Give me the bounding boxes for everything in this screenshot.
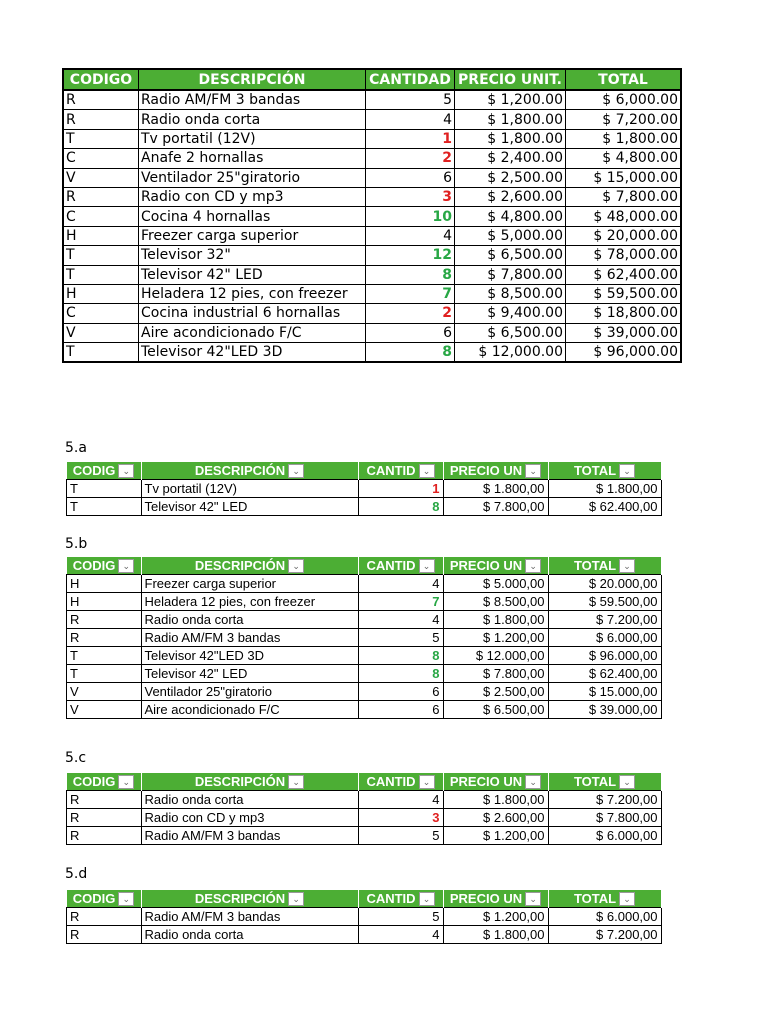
table-row	[63, 226, 681, 245]
cell-precio: $ 2,400.00	[455, 149, 566, 168]
cell-precio: $ 4,800.00	[455, 207, 566, 226]
cell-cantidad: 2	[366, 149, 455, 168]
filter-dropdown-icon[interactable]: ⌄	[619, 892, 635, 906]
filter-header-row	[67, 462, 662, 480]
cell-precio: $ 1.200,00	[443, 908, 548, 926]
cell-total: $ 7.800,00	[548, 809, 661, 827]
cell-descripcion: Freezer carga superior	[139, 226, 366, 245]
cell-total: $ 62.400,00	[548, 665, 661, 683]
header-cantidad	[358, 557, 443, 575]
cell-codigo: T	[63, 246, 139, 265]
cell-descripcion: Freezer carga superior	[141, 575, 358, 593]
cell-codigo: R	[67, 827, 142, 845]
section-label-5b: 5.b	[65, 536, 88, 552]
cell-precio: $ 12.000,00	[443, 647, 548, 665]
cell-descripcion: Aire acondicionado F/C	[139, 323, 366, 342]
cell-codigo: T	[67, 647, 142, 665]
header-descripcion	[141, 462, 358, 480]
table-row	[67, 926, 662, 944]
header-label: DESCRIPCIÓN	[194, 463, 286, 478]
table-row	[63, 129, 681, 148]
cell-codigo: H	[67, 575, 142, 593]
table-row	[63, 90, 681, 110]
header-codigo	[67, 462, 142, 480]
cell-codigo: T	[67, 498, 142, 516]
cell-total: $ 48,000.00	[566, 207, 682, 226]
cell-codigo: T	[63, 129, 139, 148]
header-codigo: CODIGO	[63, 69, 139, 90]
header-descripcion: DESCRIPCIÓN	[139, 69, 366, 90]
cell-cantidad: 6	[366, 168, 455, 187]
cell-descripcion: Cocina 4 hornallas	[139, 207, 366, 226]
filter-dropdown-icon[interactable]: ⌄	[619, 775, 635, 789]
header-label: PRECIO UN	[449, 774, 523, 789]
header-label: PRECIO UN	[449, 891, 523, 906]
filter-dropdown-icon[interactable]: ⌄	[525, 892, 541, 906]
cell-descripcion: Ventilador 25"giratorio	[139, 168, 366, 187]
header-label: TOTAL	[573, 463, 617, 478]
filter-dropdown-icon[interactable]: ⌄	[525, 559, 541, 573]
header-codigo	[67, 773, 142, 791]
cell-codigo: V	[67, 683, 142, 701]
header-label: DESCRIPCIÓN	[194, 558, 286, 573]
filter-dropdown-icon[interactable]: ⌄	[288, 559, 304, 573]
filter-dropdown-icon[interactable]: ⌄	[118, 775, 134, 789]
cell-precio: $ 2.600,00	[443, 809, 548, 827]
cell-total: $ 4,800.00	[566, 149, 682, 168]
main-table	[62, 68, 682, 363]
header-codigo	[67, 890, 142, 908]
filter-dropdown-icon[interactable]: ⌄	[419, 464, 435, 478]
filtered-table-5a	[66, 462, 662, 516]
cell-descripcion: Radio AM/FM 3 bandas	[141, 629, 358, 647]
cell-codigo: C	[63, 149, 139, 168]
header-precio	[443, 462, 548, 480]
table-row	[63, 149, 681, 168]
cell-codigo: R	[63, 110, 139, 129]
cell-precio: $ 2,600.00	[455, 187, 566, 206]
table-row	[67, 683, 662, 701]
header-descripcion	[141, 890, 358, 908]
header-label: CANTID	[366, 463, 416, 478]
cell-precio: $ 1.800,00	[443, 480, 548, 498]
header-label: CODIG	[72, 558, 116, 573]
cell-precio: $ 2,500.00	[455, 168, 566, 187]
cell-precio: $ 1.800,00	[443, 791, 548, 809]
cell-cantidad: 8	[366, 265, 455, 284]
header-label: CODIG	[72, 891, 116, 906]
cell-precio: $ 1.800,00	[443, 926, 548, 944]
cell-descripcion: Radio AM/FM 3 bandas	[141, 827, 358, 845]
header-label: DESCRIPCIÓN	[194, 774, 286, 789]
cell-codigo: C	[63, 304, 139, 323]
cell-total: $ 62,400.00	[566, 265, 682, 284]
filter-dropdown-icon[interactable]: ⌄	[419, 892, 435, 906]
cell-cantidad: 4	[358, 611, 443, 629]
filtered-table-5c	[66, 773, 662, 845]
cell-codigo: T	[67, 665, 142, 683]
table-row	[63, 323, 681, 342]
cell-descripcion: Ventilador 25"giratorio	[141, 683, 358, 701]
filter-dropdown-icon[interactable]: ⌄	[288, 464, 304, 478]
cell-cantidad: 8	[366, 343, 455, 363]
cell-precio: $ 5.000,00	[443, 575, 548, 593]
cell-cantidad: 12	[366, 246, 455, 265]
cell-descripcion: Tv portatil (12V)	[139, 129, 366, 148]
cell-codigo: T	[63, 343, 139, 363]
header-cantidad	[358, 462, 443, 480]
table-row	[67, 665, 662, 683]
cell-descripcion: Tv portatil (12V)	[141, 480, 358, 498]
cell-codigo: H	[63, 284, 139, 303]
cell-total: $ 7.200,00	[548, 611, 661, 629]
cell-descripcion: Anafe 2 hornallas	[139, 149, 366, 168]
cell-codigo: R	[67, 926, 142, 944]
cell-total: $ 39.000,00	[548, 701, 661, 719]
header-total	[548, 773, 661, 791]
filter-dropdown-icon[interactable]: ⌄	[118, 464, 134, 478]
cell-total: $ 20,000.00	[566, 226, 682, 245]
header-precio	[443, 890, 548, 908]
cell-precio: $ 5,000.00	[455, 226, 566, 245]
filter-dropdown-icon[interactable]: ⌄	[619, 464, 635, 478]
cell-precio: $ 8,500.00	[455, 284, 566, 303]
cell-precio: $ 1.200,00	[443, 827, 548, 845]
header-label: CANTID	[366, 774, 416, 789]
filter-dropdown-icon[interactable]: ⌄	[288, 775, 304, 789]
header-cantidad	[358, 773, 443, 791]
table-row	[67, 498, 662, 516]
cell-descripcion: Radio onda corta	[141, 926, 358, 944]
cell-total: $ 6.000,00	[548, 908, 661, 926]
header-label: CODIG	[72, 463, 116, 478]
header-label: CANTID	[366, 558, 416, 573]
cell-cantidad: 1	[366, 129, 455, 148]
table-row	[67, 611, 662, 629]
cell-cantidad: 6	[358, 701, 443, 719]
cell-cantidad: 7	[366, 284, 455, 303]
filtered-table-5d	[66, 890, 662, 944]
filter-dropdown-icon[interactable]: ⌄	[118, 892, 134, 906]
cell-total: $ 6.000,00	[548, 629, 661, 647]
filter-dropdown-icon[interactable]: ⌄	[619, 559, 635, 573]
cell-codigo: R	[67, 611, 142, 629]
table-row	[63, 265, 681, 284]
header-precio	[443, 773, 548, 791]
cell-cantidad: 1	[358, 480, 443, 498]
cell-cantidad: 6	[358, 683, 443, 701]
filter-dropdown-icon[interactable]: ⌄	[525, 775, 541, 789]
cell-total: $ 20.000,00	[548, 575, 661, 593]
table-row	[63, 207, 681, 226]
cell-descripcion: Radio onda corta	[141, 791, 358, 809]
cell-precio: $ 1,800.00	[455, 129, 566, 148]
cell-descripcion: Radio AM/FM 3 bandas	[139, 90, 366, 110]
cell-descripcion: Televisor 42" LED	[139, 265, 366, 284]
header-cantidad	[358, 890, 443, 908]
table-row	[63, 304, 681, 323]
cell-codigo: R	[67, 908, 142, 926]
filter-dropdown-icon[interactable]: ⌄	[419, 775, 435, 789]
header-total	[548, 557, 661, 575]
cell-precio: $ 6,500.00	[455, 323, 566, 342]
cell-codigo: T	[63, 265, 139, 284]
cell-cantidad: 5	[358, 629, 443, 647]
cell-precio: $ 2.500,00	[443, 683, 548, 701]
table-row	[67, 629, 662, 647]
main-table-body	[63, 90, 681, 362]
table-row	[67, 908, 662, 926]
cell-descripcion: Radio onda corta	[141, 611, 358, 629]
table-row	[63, 343, 681, 363]
table-row	[67, 593, 662, 611]
table-row	[67, 827, 662, 845]
cell-descripcion: Televisor 42" LED	[141, 665, 358, 683]
cell-cantidad: 4	[358, 791, 443, 809]
main-header-row	[63, 69, 681, 90]
header-precio	[443, 557, 548, 575]
header-total: TOTAL	[566, 69, 682, 90]
cell-codigo: R	[67, 809, 142, 827]
cell-total: $ 6,000.00	[566, 90, 682, 110]
cell-precio: $ 6.500,00	[443, 701, 548, 719]
cell-descripcion: Aire acondicionado F/C	[141, 701, 358, 719]
cell-descripcion: Radio onda corta	[139, 110, 366, 129]
header-label: TOTAL	[573, 774, 617, 789]
cell-descripcion: Heladera 12 pies, con freezer	[141, 593, 358, 611]
filter-dropdown-icon[interactable]: ⌄	[419, 559, 435, 573]
cell-codigo: V	[63, 323, 139, 342]
filter-header-row	[67, 773, 662, 791]
header-cantidad: CANTIDAD	[366, 69, 455, 90]
header-label: TOTAL	[573, 891, 617, 906]
cell-cantidad: 7	[358, 593, 443, 611]
header-label: TOTAL	[573, 558, 617, 573]
cell-total: $ 78,000.00	[566, 246, 682, 265]
table-row	[63, 284, 681, 303]
cell-total: $ 59.500,00	[548, 593, 661, 611]
cell-total: $ 1,800.00	[566, 129, 682, 148]
table-row	[63, 187, 681, 206]
cell-cantidad: 2	[366, 304, 455, 323]
table-row	[67, 647, 662, 665]
cell-precio: $ 7.800,00	[443, 665, 548, 683]
cell-cantidad: 4	[366, 110, 455, 129]
cell-precio: $ 1.200,00	[443, 629, 548, 647]
filter-dropdown-icon[interactable]: ⌄	[118, 559, 134, 573]
cell-total: $ 7,800.00	[566, 187, 682, 206]
cell-cantidad: 8	[358, 647, 443, 665]
cell-total: $ 6.000,00	[548, 827, 661, 845]
filter-dropdown-icon[interactable]: ⌄	[525, 464, 541, 478]
filter-header-row	[67, 557, 662, 575]
cell-codigo: R	[67, 629, 142, 647]
cell-descripcion: Heladera 12 pies, con freezer	[139, 284, 366, 303]
cell-precio: $ 8.500,00	[443, 593, 548, 611]
cell-descripcion: Televisor 42" LED	[141, 498, 358, 516]
cell-total: $ 15,000.00	[566, 168, 682, 187]
table-row	[67, 480, 662, 498]
cell-precio: $ 6,500.00	[455, 246, 566, 265]
table-row	[67, 791, 662, 809]
cell-cantidad: 8	[358, 498, 443, 516]
table-row	[67, 809, 662, 827]
cell-total: $ 62.400,00	[548, 498, 661, 516]
cell-precio: $ 1.800,00	[443, 611, 548, 629]
cell-precio: $ 7,800.00	[455, 265, 566, 284]
cell-cantidad: 4	[366, 226, 455, 245]
cell-total: $ 7,200.00	[566, 110, 682, 129]
cell-cantidad: 5	[366, 90, 455, 110]
cell-precio: $ 7.800,00	[443, 498, 548, 516]
cell-codigo: V	[67, 701, 142, 719]
cell-cantidad: 5	[358, 908, 443, 926]
cell-cantidad: 6	[366, 323, 455, 342]
cell-codigo: R	[63, 187, 139, 206]
cell-codigo: H	[67, 593, 142, 611]
cell-descripcion: Televisor 42"LED 3D	[141, 647, 358, 665]
cell-descripcion: Radio con CD y mp3	[139, 187, 366, 206]
cell-cantidad: 5	[358, 827, 443, 845]
cell-descripcion: Radio AM/FM 3 bandas	[141, 908, 358, 926]
cell-total: $ 96.000,00	[548, 647, 661, 665]
cell-precio: $ 1,800.00	[455, 110, 566, 129]
cell-precio: $ 1,200.00	[455, 90, 566, 110]
header-precio: PRECIO UNIT.	[455, 69, 566, 90]
cell-descripcion: Cocina industrial 6 hornallas	[139, 304, 366, 323]
cell-cantidad: 8	[358, 665, 443, 683]
cell-codigo: C	[63, 207, 139, 226]
header-label: CODIG	[72, 774, 116, 789]
cell-descripcion: Televisor 42"LED 3D	[139, 343, 366, 363]
table-row	[67, 701, 662, 719]
cell-total: $ 18,800.00	[566, 304, 682, 323]
header-label: PRECIO UN	[449, 558, 523, 573]
header-label: PRECIO UN	[449, 463, 523, 478]
cell-descripcion: Televisor 32"	[139, 246, 366, 265]
cell-total: $ 7.200,00	[548, 791, 661, 809]
filter-header-row	[67, 890, 662, 908]
cell-total: $ 96,000.00	[566, 343, 682, 363]
cell-cantidad: 3	[366, 187, 455, 206]
header-descripcion	[141, 773, 358, 791]
cell-precio: $ 9,400.00	[455, 304, 566, 323]
header-label: CANTID	[366, 891, 416, 906]
cell-total: $ 1.800,00	[548, 480, 661, 498]
cell-precio: $ 12,000.00	[455, 343, 566, 363]
table-row	[63, 246, 681, 265]
header-total	[548, 462, 661, 480]
cell-cantidad: 4	[358, 926, 443, 944]
cell-total: $ 15.000,00	[548, 683, 661, 701]
header-label: DESCRIPCIÓN	[194, 891, 286, 906]
table-row	[63, 168, 681, 187]
cell-total: $ 39,000.00	[566, 323, 682, 342]
section-label-5c: 5.c	[65, 750, 87, 766]
cell-codigo: V	[63, 168, 139, 187]
table-row	[67, 575, 662, 593]
header-total	[548, 890, 661, 908]
cell-codigo: H	[63, 226, 139, 245]
cell-codigo: T	[67, 480, 142, 498]
table-row	[63, 110, 681, 129]
cell-total: $ 7.200,00	[548, 926, 661, 944]
cell-codigo: R	[67, 791, 142, 809]
cell-total: $ 59,500.00	[566, 284, 682, 303]
header-codigo	[67, 557, 142, 575]
cell-cantidad: 10	[366, 207, 455, 226]
cell-codigo: R	[63, 90, 139, 110]
cell-descripcion: Radio con CD y mp3	[141, 809, 358, 827]
section-label-5d: 5.d	[65, 866, 88, 882]
header-descripcion	[141, 557, 358, 575]
section-label-5a: 5.a	[65, 440, 87, 456]
cell-cantidad: 4	[358, 575, 443, 593]
cell-cantidad: 3	[358, 809, 443, 827]
filter-dropdown-icon[interactable]: ⌄	[288, 892, 304, 906]
filtered-table-5b	[66, 557, 662, 719]
